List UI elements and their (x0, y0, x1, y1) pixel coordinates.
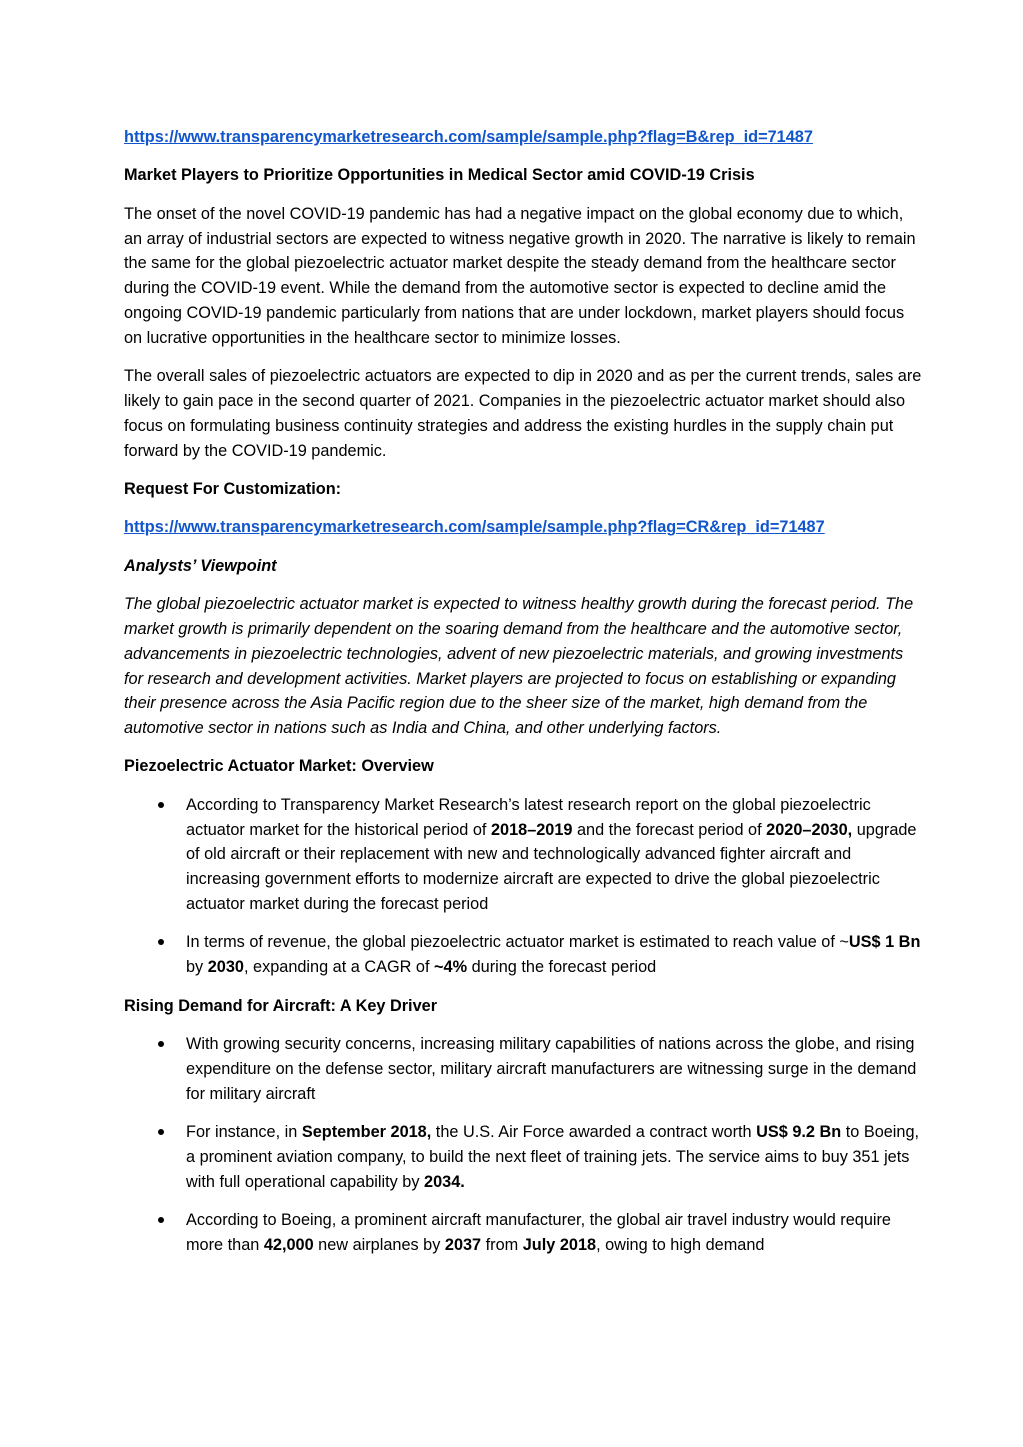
overview-list (124, 793, 923, 980)
list-item: According to Transparency Market Research’s latest research report on the global piezoelectric actuator market for the historical period of 2018–2019 and the forecast period of 2020–2030, upgrade of old aircraft or their replacement with new and technologically advanced fighter aircraft and increasing government efforts to modernize aircraft are expected to drive the global piezoelectric actuator market during the forecast period (186, 793, 923, 917)
section-heading-covid: Market Players to Prioritize Opportunities in Medical Sector amid COVID-19 Crisis (124, 166, 755, 185)
section-heading-analysts: Analysts’ Viewpoint (124, 556, 277, 575)
list-item: In terms of revenue, the global piezoelectric actuator market is estimated to reach value of ~US$ 1 Bn by 2030, expanding at a CAGR of ~4% during the forecast period (186, 930, 923, 980)
bullet-icon (158, 802, 164, 808)
section-heading-customization: Request For Customization: (124, 479, 342, 498)
sample-link[interactable]: https://www.transparencymarketresearch.com/sample/sample.php?flag=B&rep_id=71487 (124, 128, 813, 146)
bullet-icon (158, 1041, 164, 1047)
paragraph-sales-outlook: The overall sales of piezoelectric actuators are expected to dip in 2020 and as per the current trends, sales are likely to gain pace in the second quarter of 2021. Companies in the piezoelectric actuator market should also focus on formulating business continuity strategies and address the existing hurdles in the supply chain put forward by the COVID-19 pandemic. (124, 367, 922, 460)
list-item: According to Boeing, a prominent aircraft manufacturer, the global air travel industry would require more than 42,000 new airplanes by 2037 from July 2018, owing to high demand (186, 1208, 923, 1258)
list-item: With growing security concerns, increasing military capabilities of nations across the globe, and rising expenditure on the defense sector, military aircraft manufacturers are witnessing surge in the demand for military aircraft (186, 1032, 923, 1106)
bullet-icon (158, 1217, 164, 1223)
list-item: For instance, in September 2018, the U.S. Air Force awarded a contract worth US$ 9.2 Bn to Boeing, a prominent aviation company, to build the next fleet of training jets. The service aims to buy 351 jets with full operational capability by 2034. (186, 1120, 923, 1194)
paragraph-covid-impact: The onset of the novel COVID-19 pandemic has had a negative impact on the global economy due to which, an array of industrial sectors are expected to witness negative growth in 2020. The narrative is likely to remain the same for the global piezoelectric actuator market despite the steady demand from the healthcare sector during the COVID-19 event. While the demand from the automotive sector is expected to decline amid the ongoing COVID-19 pandemic particularly from nations that are under lockdown, market players should focus on lucrative opportunities in the healthcare sector to minimize losses. (124, 204, 916, 347)
driver-list (124, 1032, 923, 1258)
customization-link-paragraph (124, 515, 923, 540)
section-heading-drivers: Rising Demand for Aircraft: A Key Driver (124, 996, 438, 1015)
customization-link[interactable]: https://www.transparencymarketresearch.com/sample/sample.php?flag=CR&rep_id=71487 (124, 518, 825, 537)
paragraph-analysts-viewpoint: The global piezoelectric actuator market is expected to witness healthy growth during the forecast period. The market growth is primarily dependent on the soaring demand from the healthcare and the automotive sector, advancements in piezoelectric technologies, advent of new piezoelectric materials, and growing investments for research and development activities. Market players are projected to focus on establishing or expanding their presence across the Asia Pacific region due to the sheer size of the market, high demand from the automotive sector in nations such as India and China, and other underlying factors. (124, 595, 914, 738)
bullet-icon (158, 939, 164, 945)
section-heading-overview: Piezoelectric Actuator Market: Overview (124, 757, 434, 776)
sample-link-paragraph (124, 125, 923, 150)
bullet-icon (158, 1129, 164, 1135)
